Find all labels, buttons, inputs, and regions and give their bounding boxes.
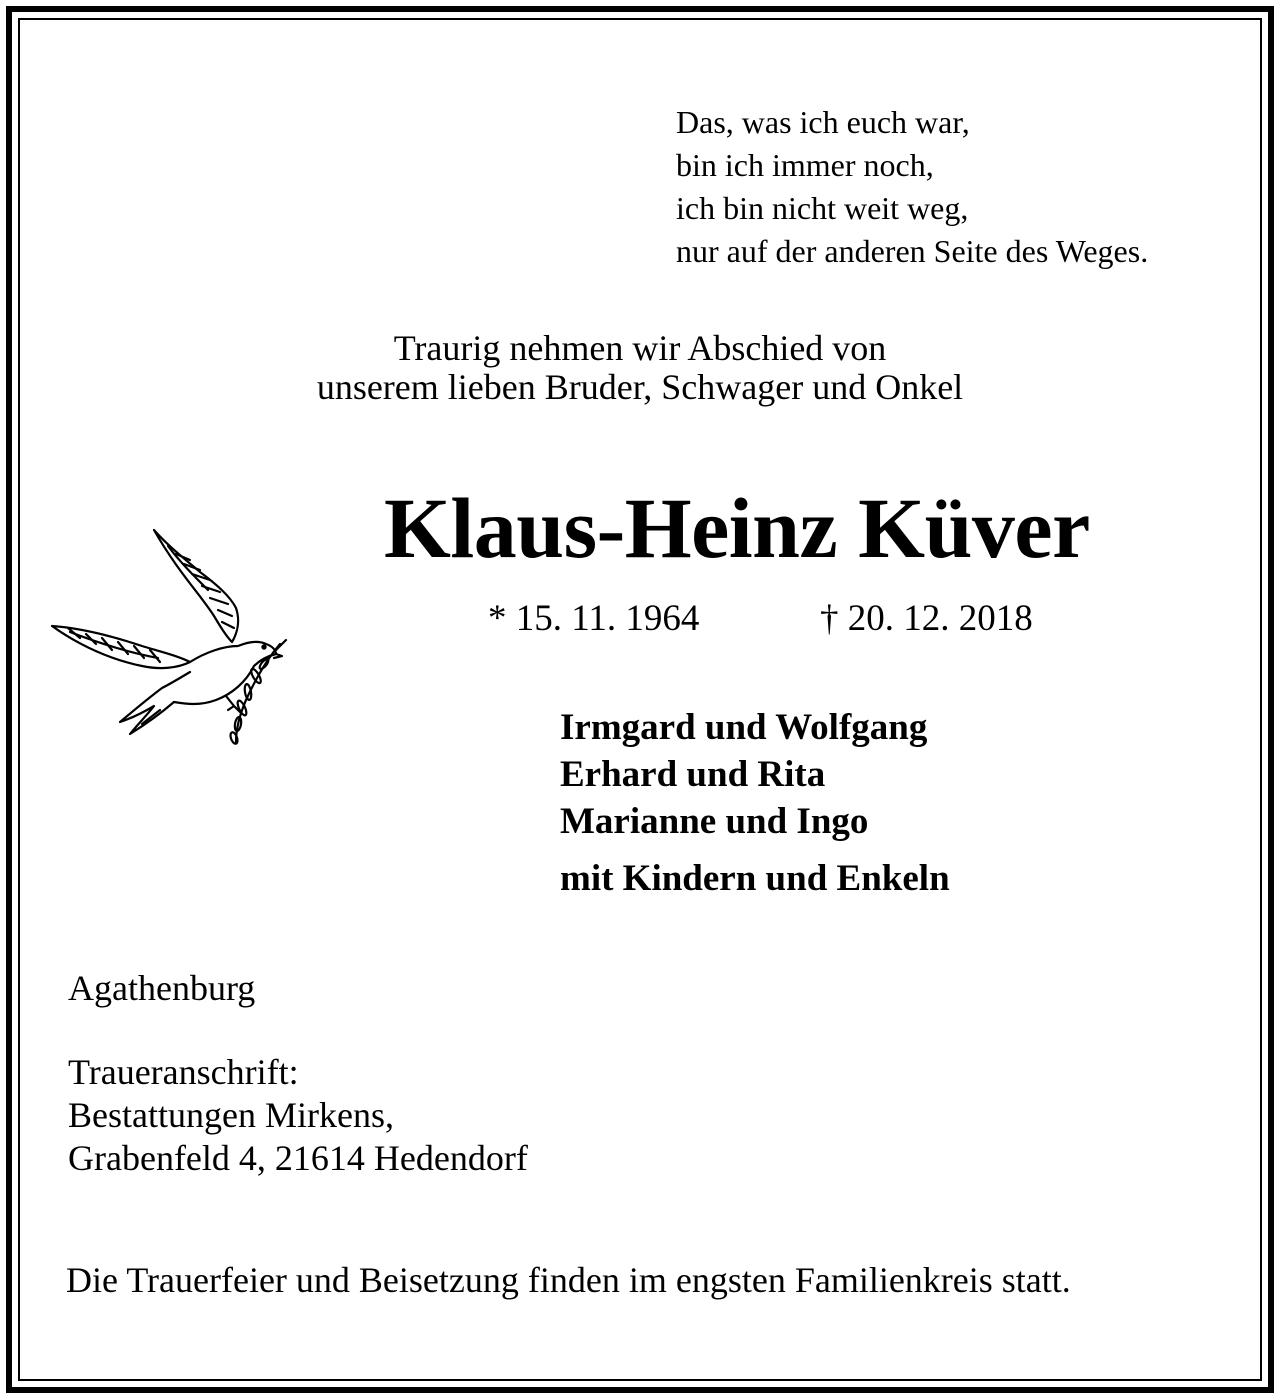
verse-line: Das, was ich euch war,: [676, 104, 970, 140]
intro-text: [0, 329, 1280, 407]
verse-line: bin ich immer noch,: [676, 147, 934, 183]
intro-line: Traurig nehmen wir Abschied von: [393, 328, 887, 368]
family-line: Erhard und Rita: [560, 754, 826, 795]
verse: [676, 101, 1148, 273]
deceased-name: Klaus-Heinz Küver: [384, 480, 1090, 576]
address-line: Bestattungen Mirkens,: [68, 1095, 394, 1135]
family-signature: [560, 704, 950, 902]
family-extra-line: mit Kindern und Enkeln: [560, 858, 950, 899]
family-line: Irmgard und Wolfgang: [560, 707, 928, 748]
address-label: Traueranschrift:: [68, 1052, 299, 1092]
verse-line: ich bin nicht weit weg,: [676, 190, 969, 226]
family-line: Marianne und Ingo: [560, 801, 869, 842]
birth-date: * 15. 11. 1964: [488, 598, 700, 639]
funeral-notice: Die Trauerfeier und Beisetzung finden im engsten Familienkreis statt.: [66, 1260, 1071, 1300]
intro-line: unserem lieben Bruder, Schwager und Onkel: [316, 367, 964, 407]
verse-line: nur auf der anderen Seite des Weges.: [676, 233, 1149, 269]
death-date: † 20. 12. 2018: [820, 598, 1033, 639]
address-line: Grabenfeld 4, 21614 Hedendorf: [68, 1138, 528, 1178]
mourning-address: [68, 1051, 528, 1180]
place-name: Agathenburg: [68, 968, 256, 1008]
dove-with-olive-branch-icon: [50, 528, 290, 748]
